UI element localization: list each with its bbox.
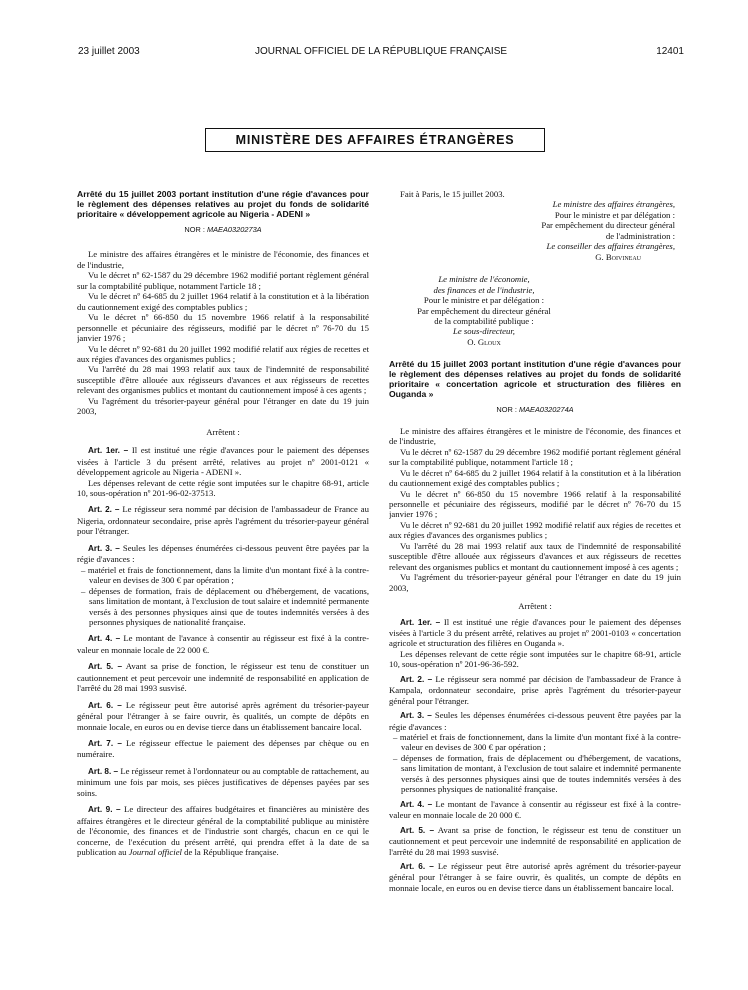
article-label: Art. 2. – [400,674,433,684]
header-date: 23 juillet 2003 [78,46,140,57]
preamble-paragraph: Vu le décret nº 64-685 du 2 juillet 1964 relatif à la constitution et à la libération du cautionnement exigé des comptables publics ; [389,467,681,489]
article-label: Art. 6. – [88,700,122,710]
article-text: Il est institué une régie d'avances pour le paiement des dépenses visées à l'article 3 du présent arrêté, relatives au projet nº 2001-0121 « développement agricole au Nigeria - ADENI ». [77,445,369,478]
preamble-paragraph: Vu l'agrément du trésorier-payeur général pour l'étranger en date du 19 juin 2003, [389,572,681,593]
delegation-line: Pour le ministre et par délégation : [423,295,545,306]
preamble-paragraph: Vu le décret nº 62-1587 du 29 décembre 1962 modifié portant règlement général sur la comptabilité publique, notamment l'article 18 ; [77,270,369,291]
article-text: Seules les dépenses énumérées ci-dessous peuvent être payées par la régie d'avances : [389,710,681,732]
article-6 [389,861,681,893]
article-label: Art. 5. – [88,662,123,672]
nor-code: MAEA0320273A [206,225,262,234]
article-4 [389,799,681,821]
preamble-paragraph: Vu l'agrément du trésorier-payeur général pour l'étranger en date du 19 juin 2003, [77,395,369,417]
signatory-name: O. Gloux [467,336,501,347]
article-text: Le régisseur peut être autorisé après agrément du trésorier-payeur général pour l'étranger à se faire ouvrir, ès qualités, un compte de dépôts en monnaie locale, en euros ou en devise tierce dans un établissement bancaire local. [389,861,681,893]
page-header [78,44,684,60]
impediment-line: de l'administration : [605,230,675,241]
left-column [77,189,369,979]
impediment-line: Par empêchement du directeur général [417,305,551,316]
article-5 [389,825,681,857]
article-text: Le régisseur peut être autorisé après agrément du trésorier-payeur général pour l'étranger à se faire ouvrir, ès qualités, un compte de dépôts en monnaie locale, en euros ou en devise tierce dans un établissement bancaire local. [77,699,369,732]
article-label: Art. 5. – [400,825,435,835]
article-label: Art. 4. – [88,634,121,644]
article-label: Art. 9. – [88,805,121,815]
article-label: Art. 3. – [88,543,120,553]
article-text: de la République française. [181,847,279,858]
article-text: Le directeur des affaires budgétaires et financières au ministère des affaires étrangères et le directeur général de la comptabilité publique au ministère de l'économie, des finances et de l'industrie sont chargés, chacun en ce qui le concerne, de l'exécution du présent arrêté, qui prendra effet à la date de sa publication au [77,804,369,858]
preamble-paragraph: Vu le décret nº 66-850 du 15 novembre 1966 relatif à la responsabilité personnelle et pécuniaire des régisseurs, modifié par le décret nº 76-70 du 15 janvier 1976 ; [389,488,681,520]
arretent-heading: Arrêtent : [206,426,240,437]
journal-officiel-italic: Journal officiel [128,847,182,858]
list-item: – matériel et frais de fonctionnement, dans la limite d'un montant fixé à la contre-valeur en devises de 300 € par opération ; [393,732,681,753]
place-date: Fait à Paris, le 15 juillet 2003. [400,189,505,199]
list-item: – dépenses de formation, frais de déplacement ou d'hébergement, de vacations, sans limitation de montant, à l'exclusion de tout salaire et indemnité permanente versés à des personnes physiques ainsi que de toutes indemnités versées à des personnes physiques de nationalité française. [393,752,681,795]
right-column [389,189,681,979]
header-journal-title: JOURNAL OFFICIEL DE LA RÉPUBLIQUE FRANÇAISE [254,46,508,57]
preamble-paragraph: Vu le décret nº 92-681 du 20 juillet 1992 modifié relatif aux régies de recettes et aux régies d'avances des organismes publics ; [389,519,681,541]
signatory-role: Le ministre des affaires étrangères, [552,199,675,210]
signatory-name: G. Boivineau [595,251,641,262]
article-6 [77,700,369,732]
signatory-role: Le ministre de l'économie, [438,274,530,285]
nor-code: MAEA0320274A [518,405,574,415]
nor-label: NOR : [184,225,207,234]
article-2 [389,674,681,706]
article-9 [77,804,369,857]
preamble-paragraph: Vu le décret nº 64-685 du 2 juillet 1964 relatif à la constitution et à la libération du cautionnement exigé des comptables publics ; [77,291,369,312]
article-5 [77,661,369,693]
article-text: Le régisseur sera nommé par décision de l'ambassadeur de France au Nigeria, ordonnateur secondaire, prise après l'agrément du trésorier-payeur général pour l'étranger. [77,504,369,537]
article-7 [77,738,369,760]
article-label: Art. 1er. – [88,446,129,456]
article-label: Art. 8. – [88,766,119,776]
decree-title: Arrêté du 15 juillet 2003 portant institution d'une régie d'avances pour le règlement des dépenses relatives au projet du fonds de solidarité prioritaire « développement agricole au Nigeria - ADENI » [77,189,369,219]
article-label: Art. 3. – [400,711,432,721]
impediment-line: de la comptabilité publique : [434,315,534,326]
article-text: Avant sa prise de fonction, le régisseur est tenu de constituer un cautionnement et peut percevoir une indemnité de responsabilité en application de l'arrêté du 28 mai 1993 susvisé. [77,661,369,694]
article-1-continued: Les dépenses relevant de cette régie sont imputées sur le chapitre 68-91, article 10, sous-opération nº 201-96-02-37513. [77,477,369,498]
preamble-paragraph: Vu l'arrêté du 28 mai 1993 relatif aux taux de l'indemnité de responsabilité susceptible d'être allouée aux régisseurs d'avances et aux régisseurs de recettes relevant des organismes publics et montant du cautionnement imposé à ces agents ; [389,540,681,572]
preamble-paragraph: Vu le décret nº 66-850 du 15 novembre 1966 relatif à la responsabilité personnelle et pécuniaire des régisseurs, modifié par le décret nº 76-70 du 15 janvier 1976 ; [77,312,369,344]
article-1 [77,445,369,477]
article-3 [77,543,369,565]
article-text: Le montant de l'avance à consentir au régisseur est fixé à la contre-valeur en monnaie locale de 22 000 €. [77,633,369,655]
article-label: Art. 1er. – [400,617,441,627]
article-1 [389,617,681,649]
article-text: Seules les dépenses énumérées ci-dessous peuvent être payées par la régie d'avances : [77,542,369,565]
signature-block-2 [389,274,579,347]
article-text: Avant sa prise de fonction, le régisseur est tenu de constituer un cautionnement et peut percevoir une indemnité de responsabilité en application de l'arrêté du 28 mai 1993 susvisé. [389,824,681,857]
article-label: Art. 7. – [88,739,122,749]
article-text: Il est institué une régie d'avances pour le paiement des dépenses visées à l'article 3 du présent arrêté, relatives au projet nº 2001-0103 « concertation agricole et structuration des filières en Ouganda ». [389,616,681,649]
header-page-number: 12401 [656,46,684,57]
signature-block-1 [389,189,681,262]
article-label: Art. 4. – [400,799,433,809]
preamble-paragraph: Vu le décret nº 92-681 du 20 juillet 1992 modifié relatif aux régies de recettes et aux régies d'avances des organismes publics ; [77,343,369,364]
decree-title: Arrêté du 15 juillet 2003 portant institution d'une régie d'avances pour le règlement des dépenses relatives au projet du fonds de solidarité prioritaire « concertation agricole et structuration des filières en Ouganda » [389,359,681,400]
signatory-title: Le sous-directeur, [453,326,515,337]
preamble-paragraph: Le ministre des affaires étrangères et le ministre de l'économie, des finances et de l'industrie, [77,249,369,270]
list-item: – matériel et frais de fonctionnement, dans la limite d'un montant fixé à la contre-valeur en devises de 300 € par opération ; [81,564,369,586]
nor-label: NOR : [496,405,519,415]
article-text: Le régisseur effectue le paiement des dépenses par chèque ou en numéraire. [77,738,369,760]
preamble-paragraph: Vu l'arrêté du 28 mai 1993 relatif aux taux de l'indemnité de responsabilité susceptible d'être allouée aux régisseurs d'avances et aux régisseurs de recettes relevant des organismes publics et montant du cautionnement imposé à ces agents ; [77,364,369,396]
article-4 [77,633,369,655]
signatory-role: des finances et de l'industrie, [433,284,535,295]
article-8 [77,766,369,798]
signatory-title: Le conseiller des affaires étrangères, [546,241,675,252]
nor-reference [389,405,681,415]
preamble-paragraph: Vu le décret nº 62-1587 du 29 décembre 1962 modifié portant règlement général sur la comptabilité publique, notamment l'article 18 ; [389,446,681,468]
impediment-line: Par empêchement du directeur général [541,220,675,231]
nor-reference [77,225,369,235]
article-label: Art. 6. – [400,862,434,872]
article-label: Art. 2. – [88,505,120,515]
article-1-continued: Les dépenses relevant de cette régie sont imputées sur le chapitre 68-91, article 10, sous-opération nº 201-96-36-592. [389,648,681,670]
article-2 [77,504,369,536]
list-item: – dépenses de formation, frais de déplacement ou d'hébergement, de vacations, sans limitation de montant, à l'exclusion de tout salaire et indemnité permanente versés à des personnes physiques ainsi que de toutes indemnités versées à des personnes physiques de nationalité française. [81,585,369,627]
article-3 [389,710,681,732]
article-text: Le montant de l'avance à consentir au régisseur est fixé à la contre-valeur en monnaie locale de 20 000 €. [389,798,681,821]
ministry-heading: MINISTÈRE DES AFFAIRES ÉTRANGÈRES [205,128,545,152]
preamble-paragraph: Le ministre des affaires étrangères et le ministre de l'économie, des finances et de l'industrie, [389,425,681,447]
delegation-line: Pour le ministre et par délégation : [554,209,675,220]
article-text: Le régisseur sera nommé par décision de l'ambassadeur de France à Kampala, ordonnateur secondaire, prise après l'agrément du trésorier-payeur général pour l'étranger. [389,673,681,706]
article-text: Le régisseur remet à l'ordonnateur ou au comptable de rattachement, au minimum une fois par mois, ses pièces justificatives de dépenses payées par ses soins. [77,765,369,798]
arretent-heading: Arrêtent : [518,601,552,612]
